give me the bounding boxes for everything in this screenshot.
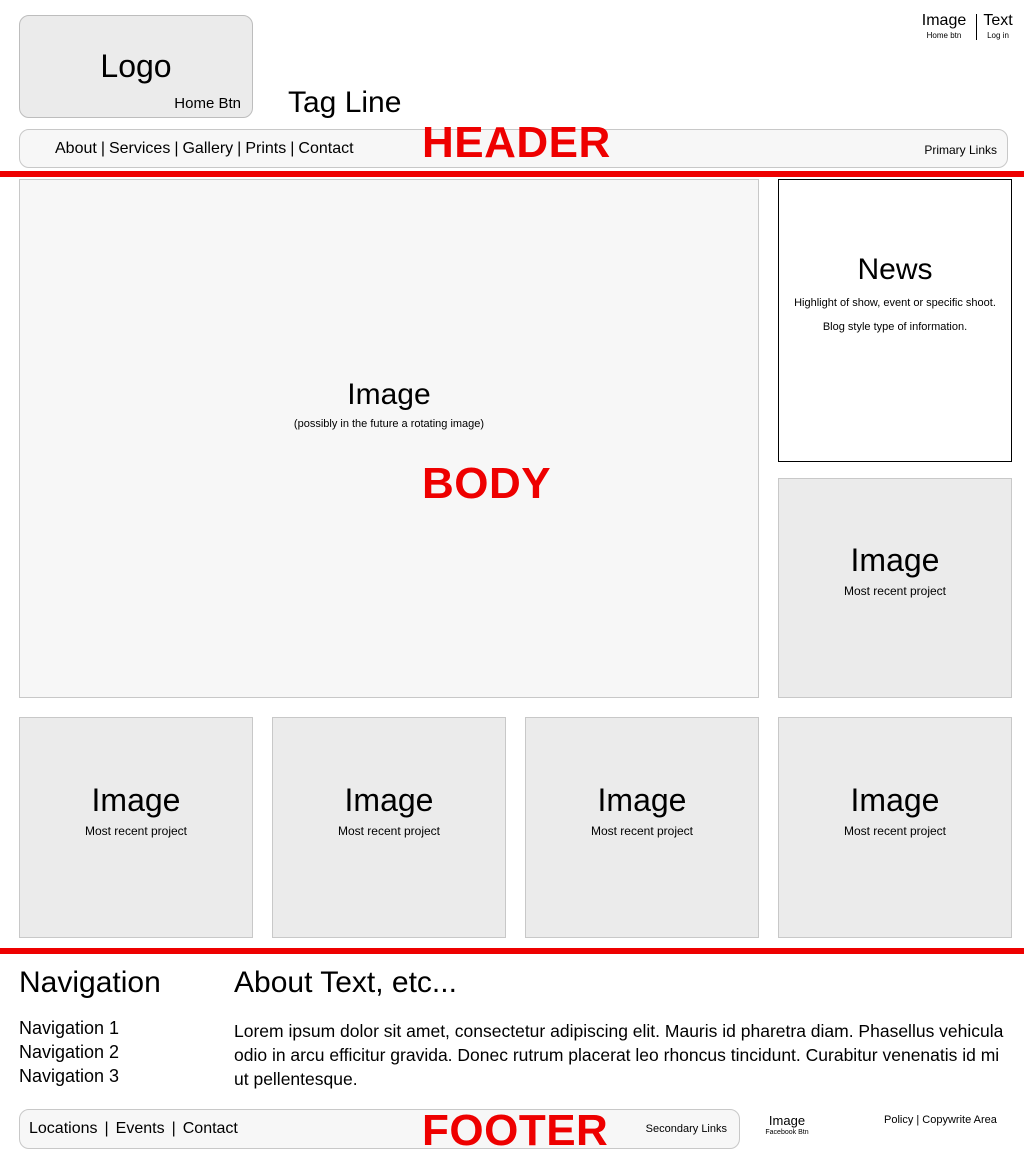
nav-separator: | [174,140,179,157]
side-project-image[interactable] [778,478,1012,698]
news-title: News [857,252,933,286]
nav-separator: | [290,140,295,157]
login-text-title: Text [983,12,1013,29]
primary-links-label: Primary Links [924,143,997,157]
project-caption-2 [338,782,440,838]
logo-box[interactable] [19,15,253,118]
project-image-1[interactable] [19,717,253,938]
footer-link-events[interactable]: Events [115,1120,165,1137]
project-title-2: Image [344,781,434,818]
main-image-caption [294,378,484,430]
main-image-title: Image [347,377,431,411]
tag-line: Tag Line [288,86,402,119]
nav-separator: | [100,140,105,157]
footer-about-text: Lorem ipsum dolor sit amet, consectetur adipiscing elit. Mauris id pharetra diam. Phasellus vehicula odio in arcu efficitur gravida. Donec rutrum placerat leo rhoncus tincidunt. Curabitur venenatis id mi ut pellentesque. [234,1021,1004,1089]
header [0,0,1024,175]
footer-link-separator: | [104,1120,109,1137]
footer-about-title: About Text, etc... [234,966,457,999]
nav-contact[interactable]: Contact [298,140,354,157]
project-title-4: Image [850,781,940,818]
project-image-2[interactable] [272,717,506,938]
footer-label: FOOTER [422,1106,609,1155]
primary-nav [55,140,354,158]
secondary-nav-bar [19,1109,740,1149]
project-caption-3 [591,782,693,838]
secondary-nav [29,1120,238,1138]
news-text: Highlight of show, event or specific shoot. Blog style type of information. [794,296,996,333]
footer-navigation [19,966,219,1088]
header-label: HEADER [422,118,611,167]
project-sub-3: Most recent project [590,823,694,838]
home-image-sub: Home btn [926,31,962,40]
footer-link-locations[interactable]: Locations [29,1120,98,1137]
nav-about[interactable]: About [55,140,97,157]
logo-text: Logo [100,48,172,84]
project-image-4[interactable] [778,717,1012,938]
footer-divider-rule [0,948,1024,954]
footer-nav-item-2[interactable]: Navigation 2 [19,1042,120,1062]
facebook-image-sub: Facebook Btn [765,1129,809,1136]
footer-navigation-list [19,1016,219,1088]
top-right-divider [976,14,977,40]
nav-services[interactable]: Services [108,140,171,157]
secondary-links-label: Secondary Links [645,1123,727,1135]
news-box[interactable] [778,179,1012,462]
login-text-sub: Log in [987,31,1009,40]
project-title-1: Image [91,781,181,818]
nav-separator: | [237,140,242,157]
nav-gallery[interactable]: Gallery [182,140,234,157]
facebook-image-title: Image [768,1113,806,1128]
footer-link-separator: | [171,1120,176,1137]
header-divider-rule [0,171,1024,177]
side-project-caption [844,542,946,598]
home-image-title: Image [921,12,967,29]
footer-nav-item-3[interactable]: Navigation 3 [19,1066,120,1086]
news-content [790,253,1000,339]
facebook-image-button[interactable] [757,1113,817,1136]
main-image-placeholder[interactable] [19,179,759,698]
body-label: BODY [422,459,552,508]
home-image-button[interactable] [916,12,972,40]
footer-nav-item-1[interactable]: Navigation 1 [19,1018,120,1038]
footer-navigation-title: Navigation [19,966,161,999]
footer-link-contact[interactable]: Contact [182,1120,238,1137]
project-caption-1 [85,782,187,838]
policy-copyright-area[interactable]: Policy | Copywrite Area [884,1114,997,1126]
project-image-3[interactable] [525,717,759,938]
side-project-title: Image [850,542,940,578]
project-sub-1: Most recent project [84,823,188,838]
footer-about [234,966,1014,1091]
main-image-sub: (possibly in the future a rotating image) [293,417,485,430]
login-text-button[interactable] [981,12,1015,40]
project-sub-4: Most recent project [843,823,947,838]
home-btn-label: Home Btn [174,95,241,112]
project-sub-2: Most recent project [337,823,441,838]
project-title-3: Image [597,781,687,818]
nav-prints[interactable]: Prints [245,140,287,157]
side-project-sub: Most recent project [843,584,947,598]
project-caption-4 [844,782,946,838]
